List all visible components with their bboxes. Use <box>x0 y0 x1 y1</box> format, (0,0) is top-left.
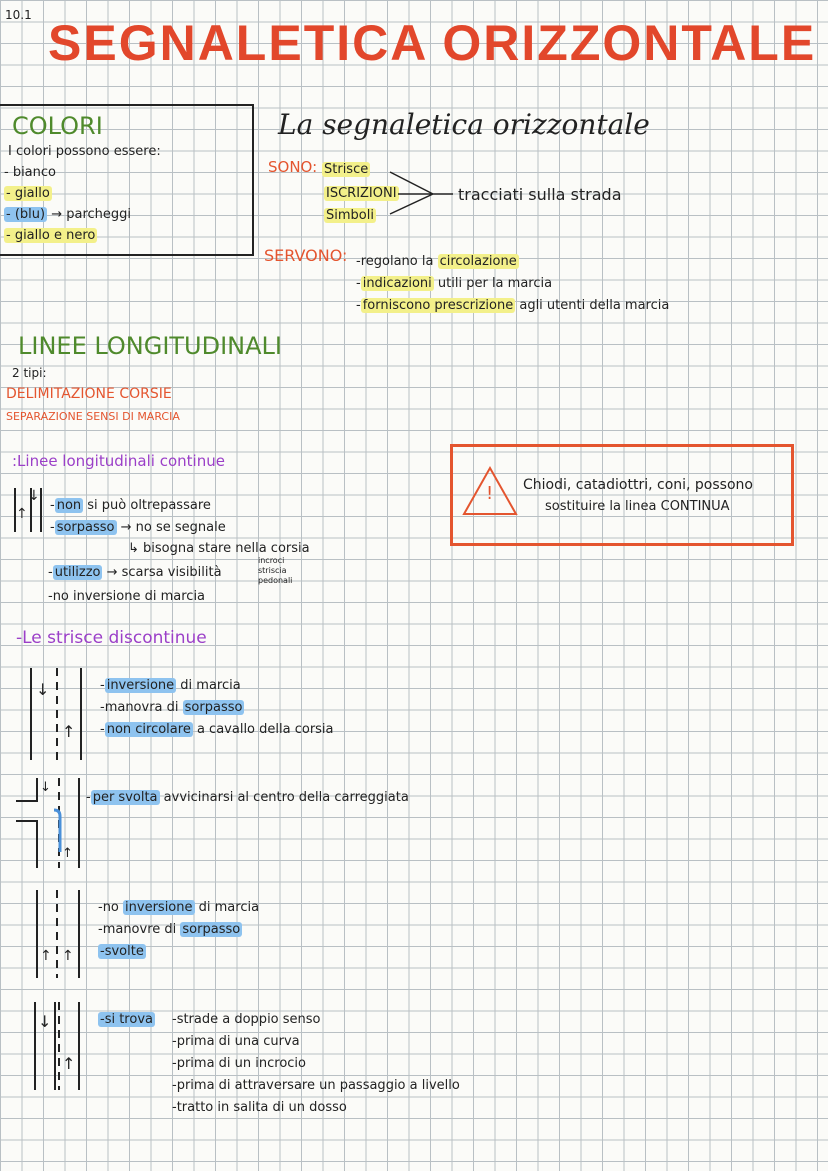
discontinue-item: -no inversione di marcia <box>98 900 260 915</box>
discontinue-item: -svolte <box>100 944 144 959</box>
sono-label: SONO: <box>268 158 318 176</box>
arrow-up-icon: ↑ <box>62 846 73 861</box>
turn-arrow-icon <box>48 806 72 856</box>
arrow-up-icon: ↑ <box>62 1054 76 1073</box>
road-dash-icon <box>56 668 58 760</box>
sono-item: ISCRIZIONI <box>326 186 397 201</box>
road-line-icon <box>36 890 38 978</box>
road-line-icon <box>36 778 38 802</box>
continue-item: -no inversione di marcia <box>48 589 206 604</box>
continue-item: - non si può oltrepassare <box>50 498 211 513</box>
road-line-icon <box>78 778 80 868</box>
colori-heading: COLORI <box>12 112 103 140</box>
continue-item: ↳ bisogna stare nella corsia <box>128 541 310 556</box>
discontinue-item: -prima di un incrocio <box>172 1056 306 1071</box>
warning-box <box>450 444 794 546</box>
road-line-icon <box>54 1002 56 1090</box>
road-line-icon <box>40 488 42 532</box>
warning-text: sostituire la linea CONTINUA <box>545 499 730 514</box>
servono-item: - forniscono prescrizione agli utenti della marcia <box>356 298 670 313</box>
servono-item: - indicazioni utili per la marcia <box>356 276 553 291</box>
page-title: SEGNALETICA ORIZZONTALE <box>48 15 817 71</box>
sono-item: Simboli <box>326 208 374 223</box>
servono-label: SERVONO: <box>264 246 348 265</box>
road-line-icon <box>34 1002 36 1090</box>
road-line-icon <box>78 1002 80 1090</box>
colori-box <box>0 104 254 256</box>
colori-item: - (blu) → parcheggi <box>6 207 132 222</box>
colori-item: - bianco <box>4 165 56 180</box>
converging-arrow-icon <box>388 168 458 218</box>
road-line-icon <box>30 668 32 760</box>
continue-item: - sorpasso → no se segnale <box>50 520 226 535</box>
page-number: 10.1 <box>5 8 32 22</box>
arrow-down-icon: ↓ <box>40 780 51 795</box>
discontinue-item: - non circolare a cavallo della corsia <box>100 722 334 737</box>
discontinue-heading: -Le strisce discontinue <box>16 628 207 648</box>
road-line-icon <box>78 890 80 978</box>
continue-item: - utilizzo → scarsa visibilità <box>48 565 222 580</box>
colori-item: - giallo e nero <box>6 228 96 243</box>
discontinue-item: -manovre di sorpasso <box>98 922 241 937</box>
discontinue-item: -prima di una curva <box>172 1034 300 1049</box>
linee-heading: LINEE LONGITUDINALI <box>18 332 282 360</box>
road-edge-icon <box>16 800 36 802</box>
continue-note: striscia <box>258 566 287 575</box>
road-dash-icon <box>56 890 58 978</box>
road-line-icon <box>80 668 82 760</box>
warning-text: Chiodi, catadiottri, coni, possono <box>523 477 753 493</box>
linee-tipo-2: SEPARAZIONE SENSI DI MARCIA <box>6 410 180 423</box>
continue-note: pedonali <box>258 576 293 585</box>
continue-note: incroci <box>258 556 285 565</box>
linee-tipi: 2 tipi: <box>12 366 47 380</box>
discontinue-item: -manovra di sorpasso <box>100 700 243 715</box>
colori-intro: I colori possono essere: <box>8 144 161 159</box>
discontinue-item: -tratto in salita di un dosso <box>172 1100 347 1115</box>
intro-heading: La segnaletica orizzontale <box>278 108 650 141</box>
road-line-icon <box>36 820 38 868</box>
arrow-up-icon: ↑ <box>16 506 28 522</box>
discontinue-item: - per svolta avvicinarsi al centro della carreggiata <box>86 790 409 805</box>
arrow-down-icon: ↓ <box>36 680 50 699</box>
road-dash-icon <box>58 1002 60 1090</box>
sono-item: Strisce <box>324 162 369 177</box>
warning-symbol: ! <box>486 483 494 504</box>
servono-item: -regolano la circolazione <box>356 254 517 269</box>
colori-item: - giallo <box>6 186 50 201</box>
arrow-down-icon: ↓ <box>38 1012 52 1031</box>
arrow-up-icon: ↑ <box>40 948 52 964</box>
arrow-down-icon: ↓ <box>28 488 40 504</box>
linee-tipo-1: DELIMITAZIONE CORSIE <box>6 386 172 402</box>
discontinue-item: -strade a doppio senso <box>172 1012 321 1027</box>
continue-heading: :Linee longitudinali continue <box>12 452 225 470</box>
arrow-up-icon: ↑ <box>62 948 74 964</box>
discontinue-item: - inversione di marcia <box>100 678 241 693</box>
arrow-up-icon: ↑ <box>62 722 76 741</box>
road-edge-icon <box>16 820 36 822</box>
sono-result: tracciati sulla strada <box>458 185 622 204</box>
discontinue-item: -si trova <box>100 1012 153 1027</box>
discontinue-item: -prima di attraversare un passaggio a livello <box>172 1078 460 1093</box>
